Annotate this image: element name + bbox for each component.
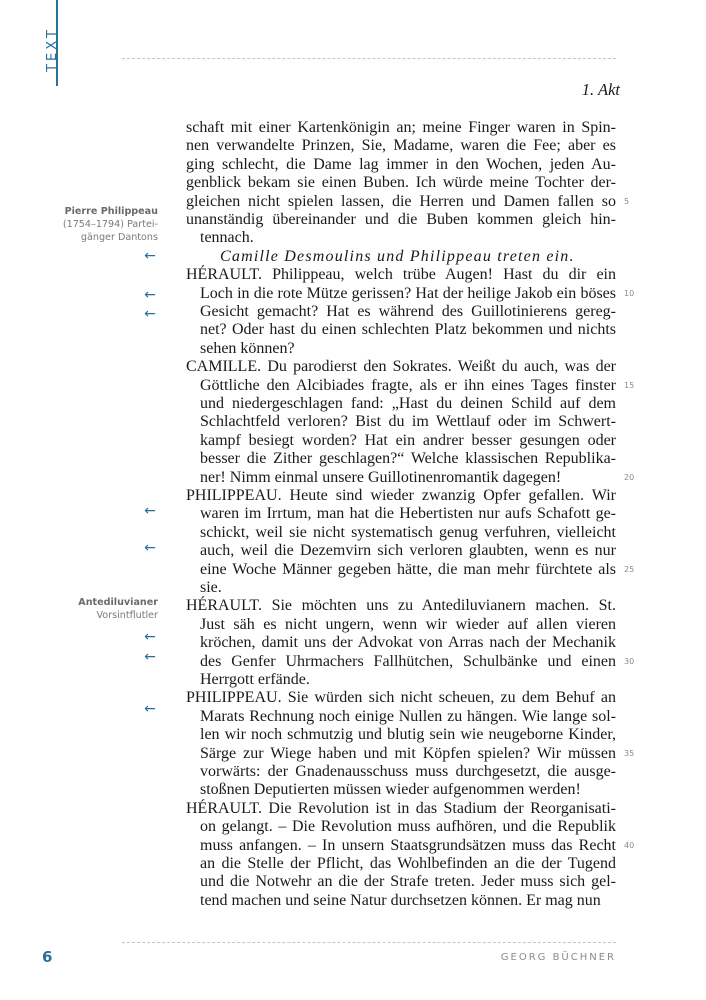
left-arrow-icon: ← xyxy=(144,503,156,519)
line-number: 10 xyxy=(624,288,635,298)
left-arrow-icon: ← xyxy=(144,649,156,665)
text-line: vorwärts: der Gnadenausschuss muss durchgesetzt, die ausge- xyxy=(200,763,616,780)
text-line: net? Oder hast du einen schlechten Platz bekommen und nichts xyxy=(200,321,616,339)
text-line: ging schlecht, die Dame lag immer in den Wochen, jeden Au- xyxy=(186,155,616,173)
speech-line: PHILIPPEAU. Sie würden sich nicht scheuen, zu dem Behuf an xyxy=(186,689,616,707)
speech-line: HÉRAULT. Philippeau, welch trübe Augen! Hast du dir ein xyxy=(186,266,616,284)
top-divider xyxy=(122,58,616,59)
section-tag: TEXT xyxy=(44,27,60,72)
text-line: on gelangt. – Die Revolution muss aufhören, und die Republik xyxy=(200,818,616,836)
speech-line: PHILIPPEAU. Heute sind wieder zwanzig Opfer gefallen. Wir xyxy=(186,487,616,504)
text-line: ner! Nimm einmal unsere Guillotinenromantik dagegen! xyxy=(200,468,562,486)
text-line: und die Notwehr an die der Strafe treten. Jeder muss sich gel- xyxy=(200,873,616,891)
line-number: 20 xyxy=(624,472,635,482)
gloss-explanation: (1754–1794) Partei- xyxy=(62,219,158,230)
line-number: 40 xyxy=(624,840,635,850)
left-arrow-icon: ← xyxy=(144,287,156,303)
text-line: genblick bekam sie einen Buben. Ich würde meine Tochter der- xyxy=(186,174,616,192)
text-line: Göttliche den Alcibiades fragte, als er ihn eines Tages finster xyxy=(200,376,616,394)
speech-line: CAMILLE. Du parodierst den Sokrates. Weißt du auch, was der xyxy=(186,358,616,376)
bottom-divider xyxy=(122,942,616,943)
text-line: sie. xyxy=(200,579,222,596)
line-number: 5 xyxy=(624,196,630,206)
left-arrow-icon: ← xyxy=(144,629,156,645)
speech-line: HÉRAULT. Die Revolution ist in das Stadium der Reorganisati- xyxy=(186,799,616,817)
left-arrow-icon: ← xyxy=(144,701,156,717)
line-number: 35 xyxy=(624,748,635,758)
gloss-explanation: Vorsintflutler xyxy=(96,610,158,621)
text-line: Gesicht gemacht? Hat es während des Guillotinierens gereg- xyxy=(200,303,616,320)
act-title: 1. Akt xyxy=(581,80,620,99)
gloss-term: Antediluvianer xyxy=(78,597,158,608)
left-arrow-icon: ← xyxy=(144,248,156,264)
margin-gloss-philippeau xyxy=(63,205,158,244)
line-number: 30 xyxy=(624,656,635,666)
text-line: tend machen und seine Natur durchsetzen können. Er mag nun xyxy=(200,891,601,909)
text-line: eine Woche Männer gegeben hätte, die man mehr fürchtete als xyxy=(200,560,616,578)
running-footer-author: GEORG BÜCHNER xyxy=(500,952,616,963)
line-number: 15 xyxy=(624,380,635,390)
text-line: Schlachtfeld verloren? Bist du im Wettlauf oder im Schwert- xyxy=(200,413,616,431)
text-line: Herrgott erfände. xyxy=(200,671,310,688)
text-line: waren im Irrtum, man hat die Hebertisten nur aufs Schafott ge- xyxy=(200,505,616,523)
text-line: auch, weil die Dezemvirn sich verloren glaubten, wenn es nur xyxy=(200,542,616,560)
text-line: sehen können? xyxy=(200,339,295,357)
speech-line: HÉRAULT. Sie möchten uns zu Antediluvianern machen. St. xyxy=(186,597,616,615)
text-line: Just säh es nicht ungern, wenn wir wieder auf allen vieren xyxy=(200,615,616,633)
text-line: Marats Rechnung noch einige Nullen zu hängen. Wie lange sol- xyxy=(200,707,616,725)
text-line: muss anfangen. – In unsern Staatsgrundsätzen muss das Recht xyxy=(200,836,616,854)
stage-direction: Camille Desmoulins und Philippeau treten ein. xyxy=(220,247,575,265)
text-line: nen verwandelte Prinzen, Sie, Madame, waren die Fee; aber es xyxy=(186,137,616,155)
left-arrow-icon: ← xyxy=(144,540,156,556)
text-line: an die Stelle der Pflicht, das Wohlbefinden an die der Tugend xyxy=(200,855,616,872)
text-line: len wir noch schmutzig und blutig sein wie neugeborne Kinder, xyxy=(200,726,616,744)
text-line: besser die Zither geschlagen?“ Welche klassischen Republika- xyxy=(200,450,616,468)
line-number: 25 xyxy=(624,564,635,574)
gloss-explanation: gänger Dantons xyxy=(80,232,158,243)
left-arrow-icon: ← xyxy=(144,306,156,322)
text-line: unanständig übereinander und die Buben kommen gleich hin- xyxy=(186,211,616,228)
gloss-term: Pierre Philippeau xyxy=(64,206,158,217)
margin-gloss-antediluvianer xyxy=(78,596,158,622)
text-line: gleichen nicht spielen lassen, die Herren und Damen fallen so xyxy=(186,192,616,210)
text-line: des Genfer Uhrmachers Fallhütchen, Schulbänke und einen xyxy=(200,652,616,670)
text-line: schaft mit einer Kartenkönigin an; meine Finger waren in Spin- xyxy=(186,119,616,136)
text-line: Loch in die rote Mütze gerissen? Hat der heilige Jakob ein böses xyxy=(200,284,616,302)
page-number: 6 xyxy=(42,948,53,966)
text-line: kampf besiegt worden? Hat ein andrer besser gesungen oder xyxy=(200,431,616,449)
text-line: schickt, weil sie nicht systematisch genug verfuhren, vielleicht xyxy=(200,523,616,541)
text-line: Särge zur Wiege haben und mit Köpfen spielen? Wir müssen xyxy=(200,744,616,762)
text-line: kröchen, damit uns der Advokat von Arras nach der Mechanik xyxy=(200,634,616,652)
text-line: tennach. xyxy=(200,229,254,247)
text-line: stoßnen Deputierten müssen wieder aufgenommen werden! xyxy=(200,781,581,799)
text-line: und niedergeschlagen fand: „Hast du deinen Schild auf dem xyxy=(200,395,616,412)
